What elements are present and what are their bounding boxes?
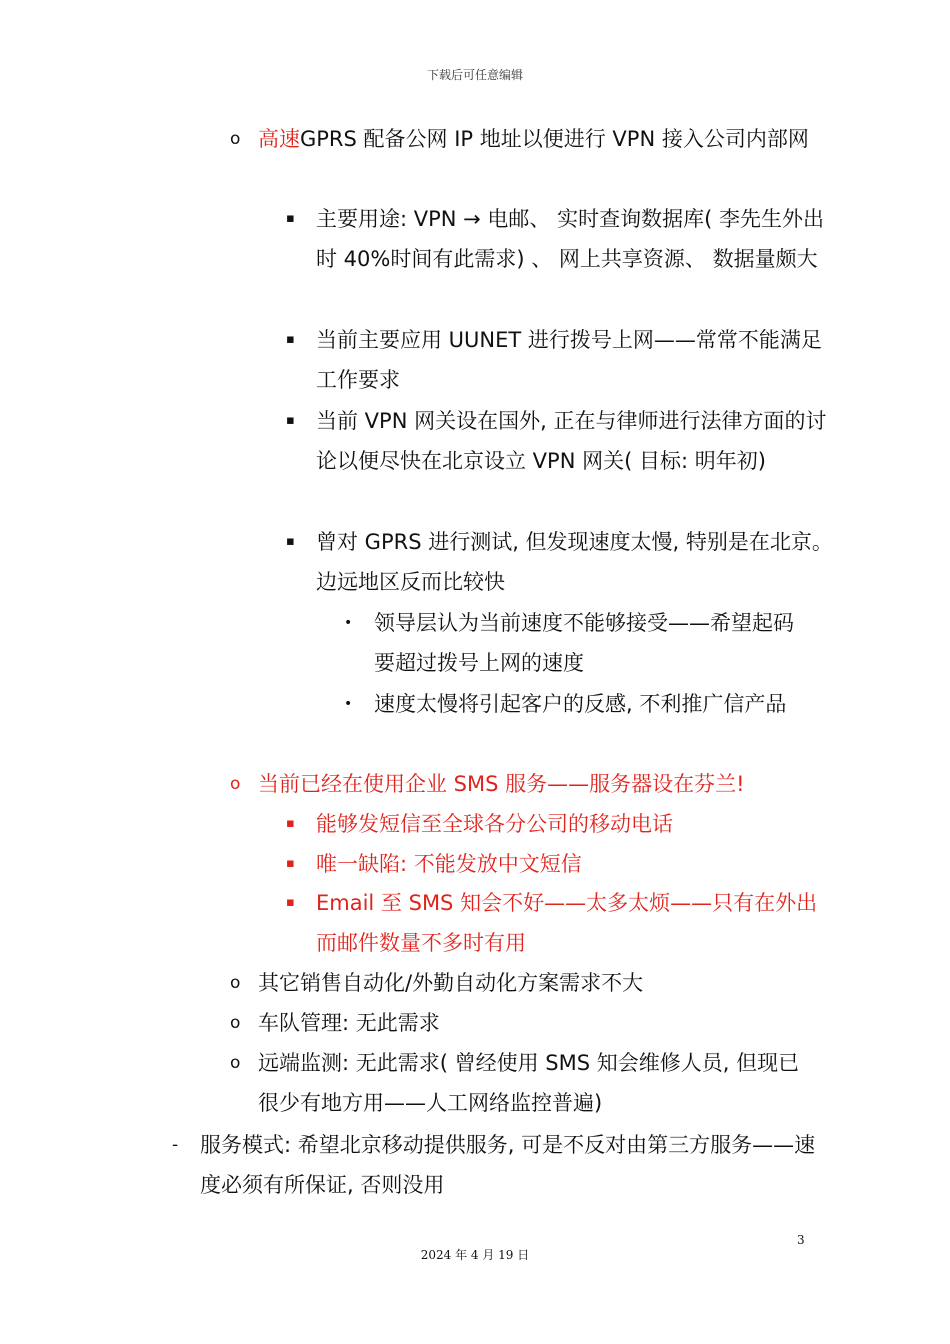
list-item [316, 804, 836, 844]
list-item [316, 844, 836, 884]
list-marker: ▪ [286, 332, 295, 347]
list-marker: o [230, 1053, 241, 1073]
list-marker: - [172, 1135, 179, 1155]
footer-date: 2024 年 4 月 19 日 [420, 1248, 530, 1262]
list-item [316, 199, 836, 279]
page-header: 下载后可任意编辑 [426, 68, 523, 82]
list-item [374, 603, 804, 683]
list-marker: ▪ [286, 211, 295, 226]
item-text: 能够发短信至全球各分公司的移动电话 [316, 812, 673, 836]
item-text: 远端监测: 无此需求( 曾经使用 SMS 知会维修人员, 但现已很少有地方用——人工网络监控普遍) [258, 1051, 800, 1115]
list-marker: ▪ [286, 534, 295, 549]
list-item [258, 764, 818, 804]
list-marker: o [230, 1013, 241, 1033]
item-text: 当前已经在使用企业 SMS 服务——服务器设在芬兰! [258, 772, 745, 796]
list-item [374, 684, 804, 724]
item-text: 当前 VPN 网关设在国外, 正在与律师进行法律方面的讨论以便尽快在北京设立 VPN 网关( 目标: 明年初) [316, 409, 827, 473]
list-marker: ▪ [286, 895, 295, 910]
item-text: 主要用途: VPN → 电邮、 实时查询数据库( 李先生外出时 40%时间有此需求) 、 网上共享资源、 数据量颇大 [316, 207, 824, 271]
item-text: Email 至 SMS 知会不好——太多太烦——只有在外出而邮件数量不多时有用 [316, 891, 818, 955]
list-marker: o [230, 973, 241, 993]
list-item [316, 883, 836, 963]
list-marker: • [344, 615, 353, 631]
list-item [316, 522, 836, 602]
item-text: 速度太慢将引起客户的反感, 不利推广信产品 [374, 692, 787, 716]
list-item [258, 1003, 818, 1043]
list-marker: o [230, 774, 241, 794]
list-item [258, 963, 818, 1003]
item-text: 服务模式: 希望北京移动提供服务, 可是不反对由第三方服务——速度必须有所保证, 否则没用 [200, 1133, 816, 1197]
item-text: 其它销售自动化/外勤自动化方案需求不大 [258, 971, 644, 995]
list-marker: ▪ [286, 413, 295, 428]
list-item [258, 1043, 818, 1123]
item-text: 领导层认为当前速度不能够接受——希望起码要超过拨号上网的速度 [374, 611, 794, 675]
highlight-prefix: 高速 [258, 127, 300, 151]
item-text: 高速GPRS 配备公网 IP 地址以便进行 VPN 接入公司内部网 [258, 127, 809, 151]
list-item [200, 1125, 820, 1205]
item-text: 唯一缺陷: 不能发放中文短信 [316, 852, 582, 876]
list-marker: o [230, 129, 241, 149]
item-text: 当前主要应用 UUNET 进行拨号上网——常常不能满足工作要求 [316, 328, 822, 392]
list-item [258, 119, 818, 159]
list-item [316, 401, 836, 481]
list-marker: ▪ [286, 856, 295, 871]
list-item [316, 320, 836, 400]
list-marker: ▪ [286, 816, 295, 831]
list-marker: • [344, 696, 353, 712]
page-number: 3 [797, 1233, 805, 1247]
item-text: 曾对 GPRS 进行测试, 但发现速度太慢, 特别是在北京。边远地区反而比较快 [316, 530, 833, 594]
item-text: 车队管理: 无此需求 [258, 1011, 440, 1035]
